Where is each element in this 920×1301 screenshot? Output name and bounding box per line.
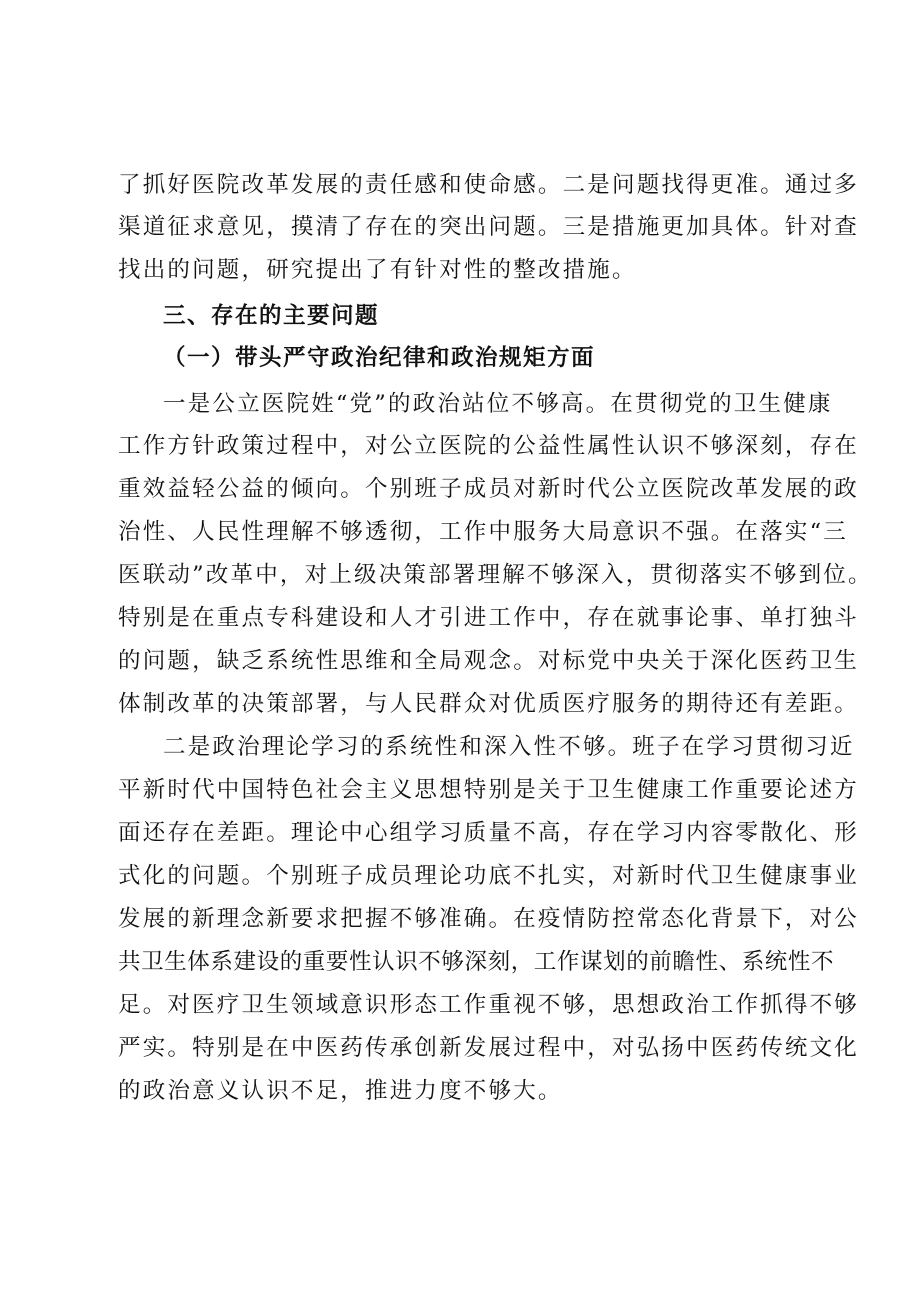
paragraph-line: 渠道征求意见，摸清了存在的突出问题。三是措施更加具体。针对查 [118,214,860,240]
paragraph-line: 的政治意义认识不足，推进力度不够大。 [118,1078,563,1104]
paragraph-line: 面还存在差距。理论中心组学习质量不高，存在学习内容零散化、形 [118,820,860,846]
paragraph-line: 医联动”改革中，对上级决策部署理解不够深入，贯彻落实不够到位。 [118,562,873,588]
paragraph-line: 特别是在重点专科建设和人才引进工作中，存在就事论事、单打独斗 [118,605,860,631]
paragraph-line: 体制改革的决策部署，与人民群众对优质医疗服务的期待还有差距。 [118,691,860,717]
subsection-heading: （一）带头严守政治纪律和政治规矩方面 [163,345,596,371]
paragraph-line: 的问题，缺乏系统性思维和全局观念。对标党中央关于深化医药卫生 [118,648,860,674]
paragraph-line: 治性、人民性理解不够透彻，工作中服务大局意识不强。在落实“三 [118,519,849,545]
paragraph-line: 了抓好医院改革发展的责任感和使命感。二是问题找得更准。通过多 [118,172,860,198]
paragraph-line: 找出的问题，研究提出了有针对性的整改措施。 [118,257,637,283]
paragraph-line: 二是政治理论学习的系统性和深入性不够。班子在学习贯彻习近 [163,734,855,760]
paragraph-line: 足。对医疗卫生领域意识形态工作重视不够，思想政治工作抓得不够 [118,992,860,1018]
paragraph-line: 共卫生体系建设的重要性认识不够深刻，工作谋划的前瞻性、系统性不 [118,949,835,975]
paragraph-line: 一是公立医院姓“党”的政治站位不够高。在贯彻党的卫生健康 [163,391,833,417]
paragraph-line: 式化的问题。个别班子成员理论功底不扎实，对新时代卫生健康事业 [118,863,860,889]
section-heading: 三、存在的主要问题 [163,303,380,329]
paragraph-line: 重效益轻公益的倾向。个别班子成员对新时代公立医院改革发展的政 [118,476,860,502]
paragraph-line: 平新时代中国特色社会主义思想特别是关于卫生健康工作重要论述方 [118,777,860,803]
paragraph-line: 发展的新理念新要求把握不够准确。在疫情防控常态化背景下，对公 [118,906,860,932]
paragraph-line: 严实。特别是在中医药传承创新发展过程中，对弘扬中医药传统文化 [118,1035,860,1061]
paragraph-line: 工作方针政策过程中，对公立医院的公益性属性认识不够深刻，存在 [118,433,860,459]
